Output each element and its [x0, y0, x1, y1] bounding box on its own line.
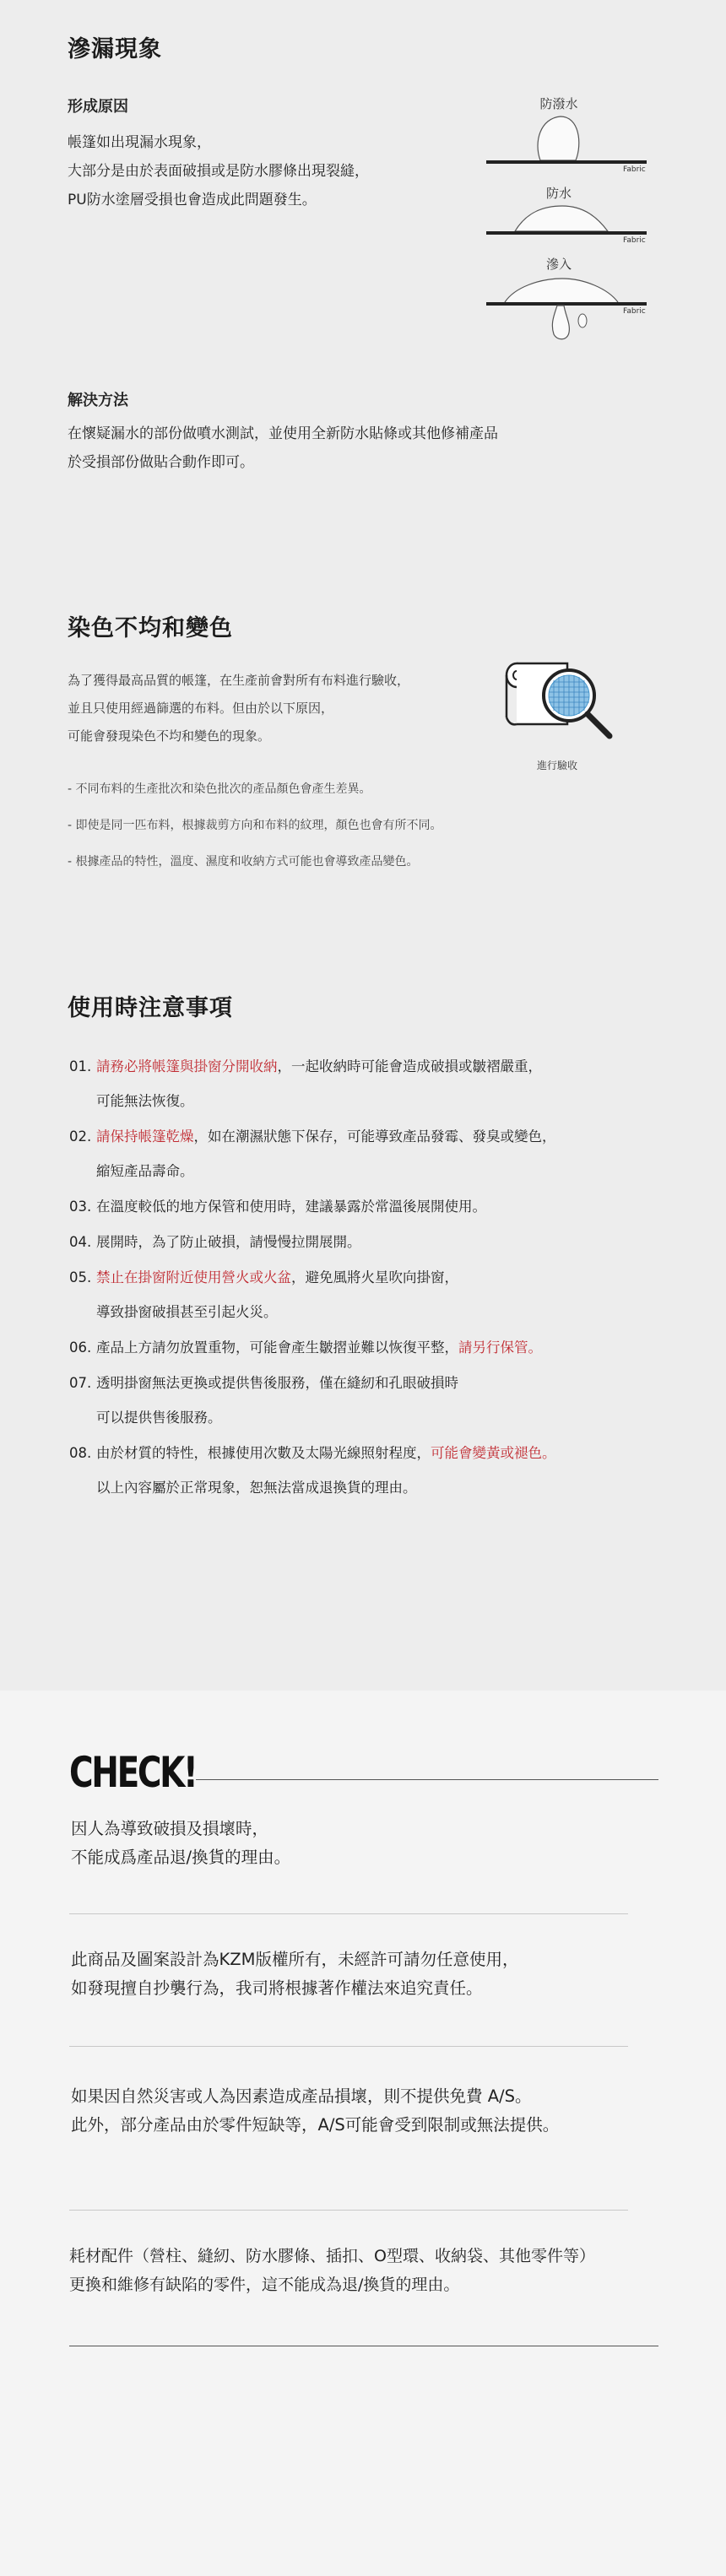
dye-note: - 根據產品的特性，溫度、濕度和收納方式可能也會導致產品變色。	[68, 855, 419, 869]
item-text: 產品上方請勿放置重物，可能會產生皺摺並難以恢復平整，	[96, 1339, 458, 1356]
dye-notes	[68, 781, 442, 870]
fabric-label: Fabric	[623, 165, 646, 174]
item-text: ，如在潮濕狀態下保存，可能導致產品發霉、發臭或變色，	[193, 1128, 556, 1145]
dye-line: 並且只使用經過篩選的布料。但由於以下原因，	[68, 701, 334, 716]
item-number: 02.	[69, 1128, 92, 1145]
check-line: 不能成爲產品退/換貨的理由。	[71, 1848, 291, 1867]
inspection-figure	[491, 658, 626, 777]
caution-item	[69, 1268, 458, 1288]
check-line: 更換和維修有缺陷的零件，這不能成為退/換貨的理由。	[69, 2276, 460, 2294]
caution-item	[69, 1127, 556, 1147]
caution-item-continuation: 縮短產品壽命。	[96, 1163, 194, 1179]
caution-item	[69, 1443, 556, 1464]
item-number: 06.	[69, 1339, 92, 1356]
caution-item-continuation: 以上內容屬於正常現象，恕無法當成退換貨的理由。	[96, 1480, 417, 1496]
item-red-text: 禁止在掛窗附近使用營火或火盆	[96, 1269, 291, 1285]
check-line: 如發現擅自抄襲行為，我司將根據著作權法來追究責任。	[71, 1978, 483, 1998]
item-text: ，避免風將火星吹向掛窗，	[291, 1269, 458, 1285]
check-title-rule	[196, 1779, 658, 1780]
dye-title: 染色不均和變色	[68, 615, 233, 641]
item-number: 03.	[69, 1199, 92, 1215]
check-line: 因人為導致破損及損壞時，	[71, 1819, 269, 1838]
check-title: CHECK!	[69, 1748, 197, 1797]
check-block	[71, 2082, 559, 2140]
item-number: 01.	[69, 1058, 92, 1074]
item-number: 07.	[69, 1375, 92, 1391]
fabric-label: Fabric	[623, 307, 646, 316]
check-line: 此外，部分產品由於零件短缺等，A/S可能會受到限制或無法提供。	[71, 2115, 560, 2135]
caution-title: 使用時注意事項	[68, 995, 233, 1021]
item-red-text: 請保持帳篷乾燥	[96, 1128, 194, 1145]
cause-line: 帳篷如出現漏水現象，	[68, 134, 211, 151]
check-block	[71, 1815, 290, 1872]
caution-item-continuation: 可以提供售後服務。	[96, 1410, 222, 1426]
caution-item-continuation: 可能無法恢復。	[96, 1093, 194, 1109]
cause-line: 大部分是由於表面破損或是防水膠條出現裂縫，	[68, 163, 369, 180]
item-red-text: 請務必將帳篷與掛窗分開收納	[96, 1058, 278, 1074]
dye-note: - 即使是同一匹布料，根據裁剪方向和布料的紋理，顏色也會有所不同。	[68, 819, 442, 832]
caution-item	[69, 1197, 486, 1217]
solution-text	[68, 419, 498, 477]
divider	[69, 1913, 628, 1914]
check-line: 此商品及圖案設計為KZM版權所有，未經許可請勿任意使用，	[71, 1950, 519, 1969]
item-text: ，一起收納時可能會造成破損或皺褶嚴重，	[277, 1058, 542, 1074]
check-line: 耗材配件（營柱、縫紉、防水膠條、插扣、O型環、收納袋、其他零件等）	[69, 2247, 595, 2265]
cause-title: 形成原因	[68, 98, 128, 116]
caution-item	[69, 1373, 458, 1394]
water-drops-diagram	[481, 91, 650, 361]
waterproof-label: 防水	[545, 186, 572, 201]
seepage-label: 滲入	[545, 257, 572, 272]
caution-item	[69, 1057, 542, 1077]
solution-line: 在懷疑漏水的部份做噴水測試，並使用全新防水貼條或其他修補產品	[68, 425, 498, 442]
fabric-roll-magnifier-icon	[491, 658, 626, 760]
item-red-text: 可能會變黃或褪色。	[431, 1445, 556, 1461]
cause-text	[68, 128, 369, 214]
dye-line: 可能會發現染色不均和變色的現象。	[68, 728, 271, 744]
leakage-figure	[481, 91, 650, 361]
fabric-label: Fabric	[623, 236, 646, 245]
solution-line: 於受損部份做貼合動作即可。	[68, 454, 254, 471]
check-line: 如果因自然災害或人為因素造成產品損壞，則不提供免費 A/S。	[71, 2086, 532, 2106]
caution-item	[69, 1338, 542, 1358]
dye-note: - 不同布料的生產批次和染色批次的產品顏色會產生差異。	[68, 782, 371, 796]
caution-item-continuation: 導致掛窗破損甚至引起火災。	[96, 1304, 278, 1320]
inspection-label: 進行驗收	[537, 760, 578, 771]
solution-title: 解決方法	[68, 392, 128, 409]
item-number: 04.	[69, 1234, 92, 1250]
dye-line: 為了獲得最高品質的帳篷，在生產前會對所有布料進行驗收，	[68, 673, 410, 688]
check-block	[69, 2242, 595, 2299]
item-text: 展開時，為了防止破損，請慢慢拉開展開。	[96, 1234, 361, 1250]
item-number: 08.	[69, 1445, 92, 1461]
leakage-title: 滲漏現象	[68, 36, 162, 62]
divider	[69, 2046, 628, 2047]
caution-item	[69, 1232, 361, 1253]
dye-text	[68, 667, 409, 750]
water-repellent-label: 防潑水	[539, 96, 578, 111]
item-number: 05.	[69, 1269, 92, 1285]
check-block	[71, 1946, 518, 2003]
item-text: 在溫度較低的地方保管和使用時，建議暴露於常溫後展開使用。	[96, 1199, 486, 1215]
item-text: 由於材質的特性，根據使用次數及太陽光線照射程度，	[96, 1445, 431, 1461]
item-red-text: 請另行保管。	[458, 1339, 542, 1356]
cause-line: PU防水塗層受損也會造成此問題發生。	[68, 192, 317, 208]
item-text: 透明掛窗無法更換或提供售後服務，僅在縫紉和孔眼破損時	[96, 1375, 458, 1391]
divider	[69, 2210, 628, 2211]
